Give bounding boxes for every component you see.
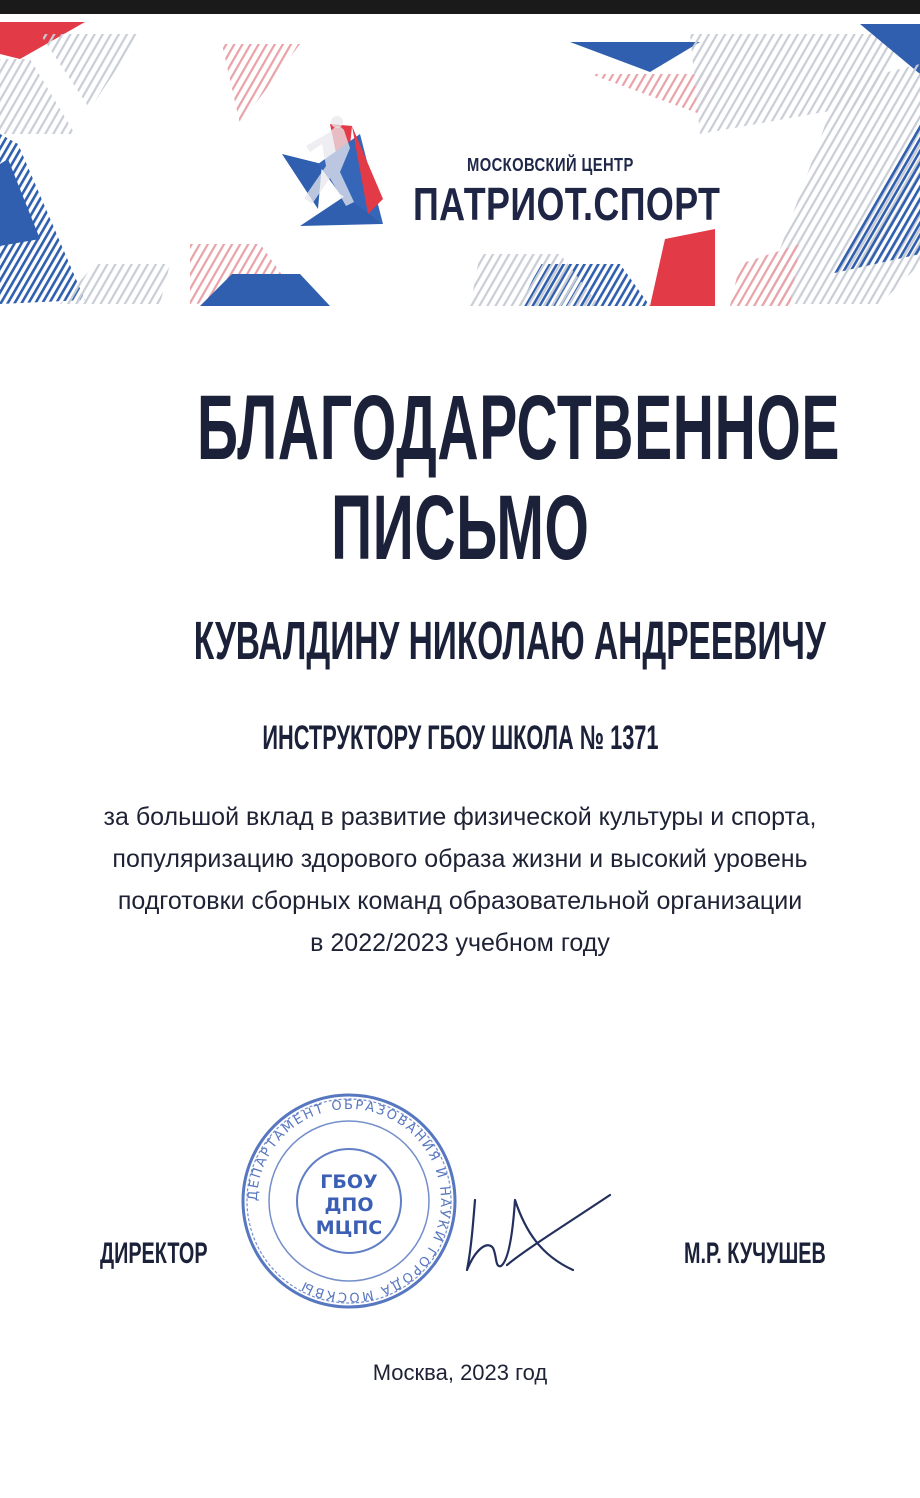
runner-star-icon bbox=[282, 116, 383, 226]
award-reason-line: популяризацию здорового образа жизни и высокий уровень bbox=[112, 845, 808, 873]
header-banner bbox=[0, 14, 920, 314]
award-reason bbox=[0, 796, 920, 964]
document-title-line-2: ПИСЬМО bbox=[330, 477, 590, 579]
award-reason-line: подготовки сборных команд образовательной организации bbox=[117, 887, 803, 915]
signer-role: ДИРЕКТОР bbox=[100, 1237, 208, 1270]
recipient-name: КУВАЛДИНУ НИКОЛАЮ АНДРЕЕВИЧУ bbox=[193, 611, 826, 671]
logo-subtitle: МОСКОВСКИЙ ЦЕНТР bbox=[467, 155, 634, 175]
signer-name: М.Р. КУЧУШЕВ bbox=[684, 1237, 826, 1270]
recipient-position: ИНСТРУКТОРУ ГБОУ ШКОЛА № 1371 bbox=[261, 719, 659, 757]
award-reason-line: в 2022/2023 учебном году bbox=[310, 929, 610, 957]
official-stamp bbox=[238, 1090, 460, 1312]
document-title-line-1: БЛАГОДАРСТВЕННОЕ bbox=[197, 377, 841, 479]
stamp-line: МЦПС bbox=[315, 1217, 383, 1239]
top-border bbox=[0, 0, 920, 14]
stamp-line: ДПО bbox=[324, 1194, 374, 1216]
stamp-ring-text: ДЕПАРТАМЕНТ ОБРАЗОВАНИЯ И НАУКИ ГОРОДА МОСКВЫ bbox=[245, 1097, 453, 1305]
award-reason-line: за большой вклад в развитие физической культуры и спорта, bbox=[103, 803, 817, 831]
stamp-line: ГБОУ bbox=[320, 1171, 378, 1193]
handwritten-signature bbox=[445, 1170, 615, 1280]
place-and-date: Москва, 2023 год bbox=[372, 1360, 548, 1385]
logo-title: ПАТРИОТ.СПОРТ bbox=[413, 178, 721, 230]
decorative-pattern bbox=[0, 14, 920, 314]
